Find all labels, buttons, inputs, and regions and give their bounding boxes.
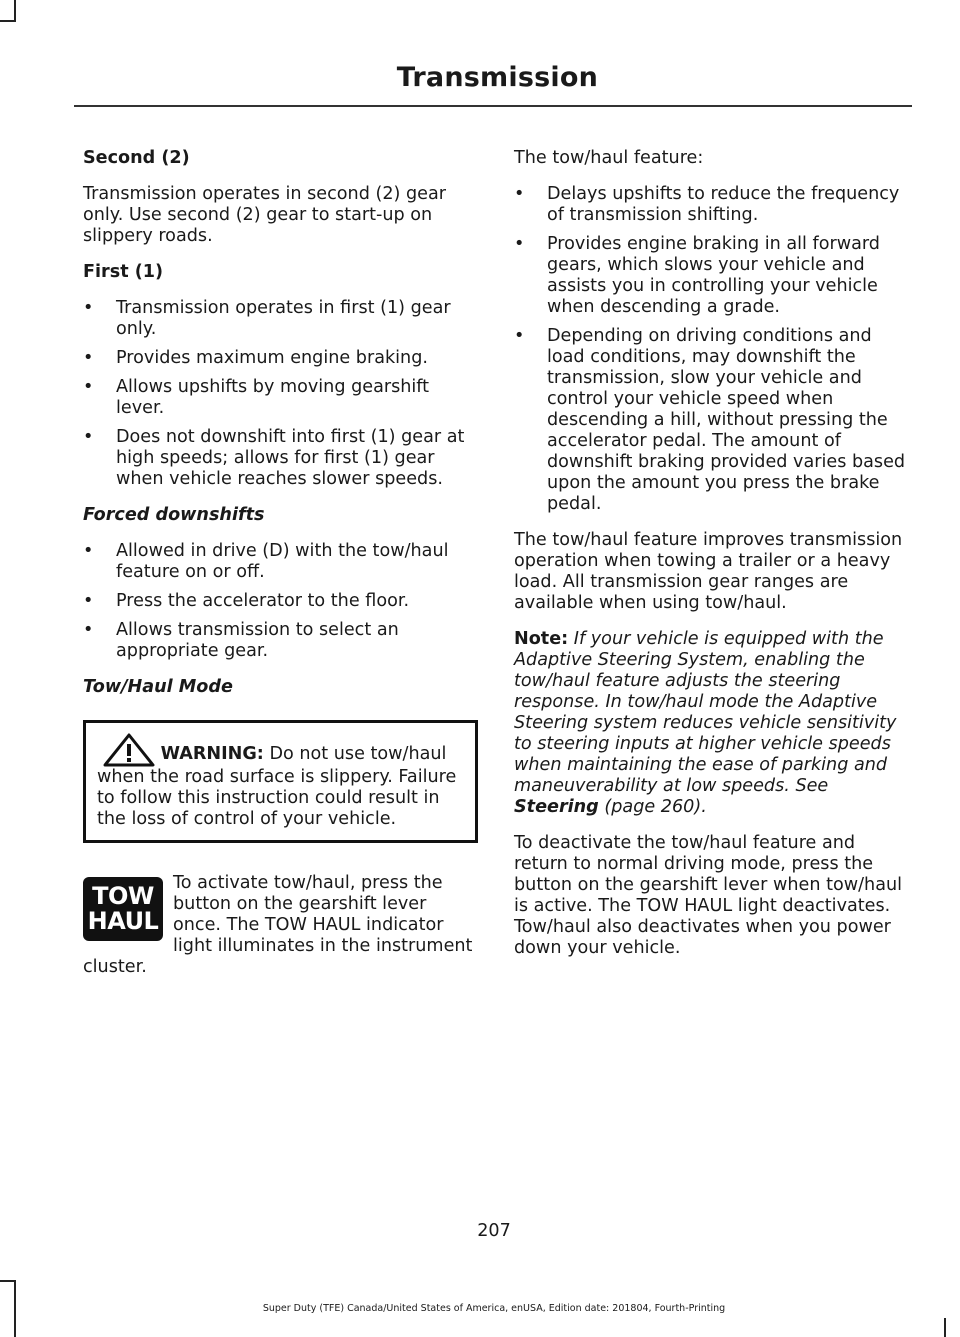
edition-footer: Super Duty (TFE) Canada/United States of America, enUSA, Edition date: 201804, Fourth-Printing xyxy=(262,1303,726,1314)
warning-label: WARNING: xyxy=(160,744,264,764)
first-bullet-list xyxy=(83,298,475,490)
list-item: • Transmission operates in first (1) gear only. xyxy=(83,298,475,340)
feature-bullet-list xyxy=(514,184,909,515)
list-item: • Allows upshifts by moving gearshift lever. xyxy=(83,377,475,419)
tow-icon-line2: HAUL xyxy=(87,907,159,935)
deactivate-text: To deactivate the tow/haul feature and return to normal driving mode, press the button on the gearshift lever when tow/haul is active. The TOW HAUL light deactivates. Tow/haul also deactivates when you power down your vehicle. xyxy=(514,833,903,958)
warning-box xyxy=(83,720,478,843)
note-paragraph xyxy=(514,629,909,818)
warning-triangle-icon xyxy=(103,733,155,767)
crop-mark xyxy=(0,1280,16,1282)
crop-mark xyxy=(14,0,16,22)
tow-icon-line1: TOW xyxy=(92,882,154,910)
note-label: Note: xyxy=(514,629,569,649)
left-column xyxy=(83,148,475,978)
heading-second: Second (2) xyxy=(83,148,190,168)
list-item: • Provides engine braking in all forward gears, which slows your vehicle and assists you in controlling your vehicle when descending a grade. xyxy=(514,234,909,318)
heading-first: First (1) xyxy=(83,262,164,282)
header-divider xyxy=(74,105,912,107)
forced-bullet-list xyxy=(83,541,475,662)
steering-link[interactable]: Steering xyxy=(514,797,599,817)
right-column xyxy=(514,148,909,974)
note-text: If your vehicle is equipped with the Adaptive Steering System, enabling the tow/haul feature adjusts the steering response. In tow/haul mode the Adaptive Steering system reduces vehicle sensitivity to steering inputs at higher vehicle speeds when maintaining the ease of parking and maneuverability at low speeds. See xyxy=(514,629,897,796)
tow-haul-button-icon xyxy=(83,877,163,941)
page-number: 207 xyxy=(477,1221,511,1241)
page-title: Transmission xyxy=(396,62,598,93)
list-item: • Delays upshifts to reduce the frequency of transmission shifting. xyxy=(514,184,909,226)
list-item: • Allowed in drive (D) with the tow/haul feature on or off. xyxy=(83,541,475,583)
warning-text: Do not use tow/haul when the road surface is slippery. Failure to follow this instruction could result in the loss of control of your vehicle. xyxy=(97,744,457,829)
feature-intro: The tow/haul feature: xyxy=(514,148,704,168)
crop-mark xyxy=(944,1318,946,1337)
crop-mark xyxy=(0,20,16,22)
note-page-ref: (page 260). xyxy=(604,797,707,817)
tow-activate-text: To activate tow/haul, press the button on the gearshift lever once. The TOW HAUL indicator light illuminates in the instrument cluster. xyxy=(83,873,473,977)
heading-tow-haul-mode: Tow/Haul Mode xyxy=(83,677,233,697)
list-item: • Press the accelerator to the floor. xyxy=(83,591,475,612)
list-item: • Depending on driving conditions and load conditions, may downshift the transmission, slow your vehicle and control your vehicle speed when descending a hill, without pressing the accelerator pedal. The amount of downshift braking provided varies based upon the amount you press the brake pedal. xyxy=(514,326,909,515)
tow-haul-activate-block xyxy=(83,873,475,978)
heading-forced-downshifts: Forced downshifts xyxy=(83,505,265,525)
improves-text: The tow/haul feature improves transmission operation when towing a trailer or a heavy load. All transmission gear ranges are available when using tow/haul. xyxy=(514,530,903,613)
list-item: • Allows transmission to select an appropriate gear. xyxy=(83,620,475,662)
list-item: • Does not downshift into first (1) gear at high speeds; allows for first (1) gear when vehicle reaches slower speeds. xyxy=(83,427,475,490)
second-text: Transmission operates in second (2) gear only. Use second (2) gear to start-up on slippery roads. xyxy=(83,184,446,246)
list-item: • Provides maximum engine braking. xyxy=(83,348,475,369)
